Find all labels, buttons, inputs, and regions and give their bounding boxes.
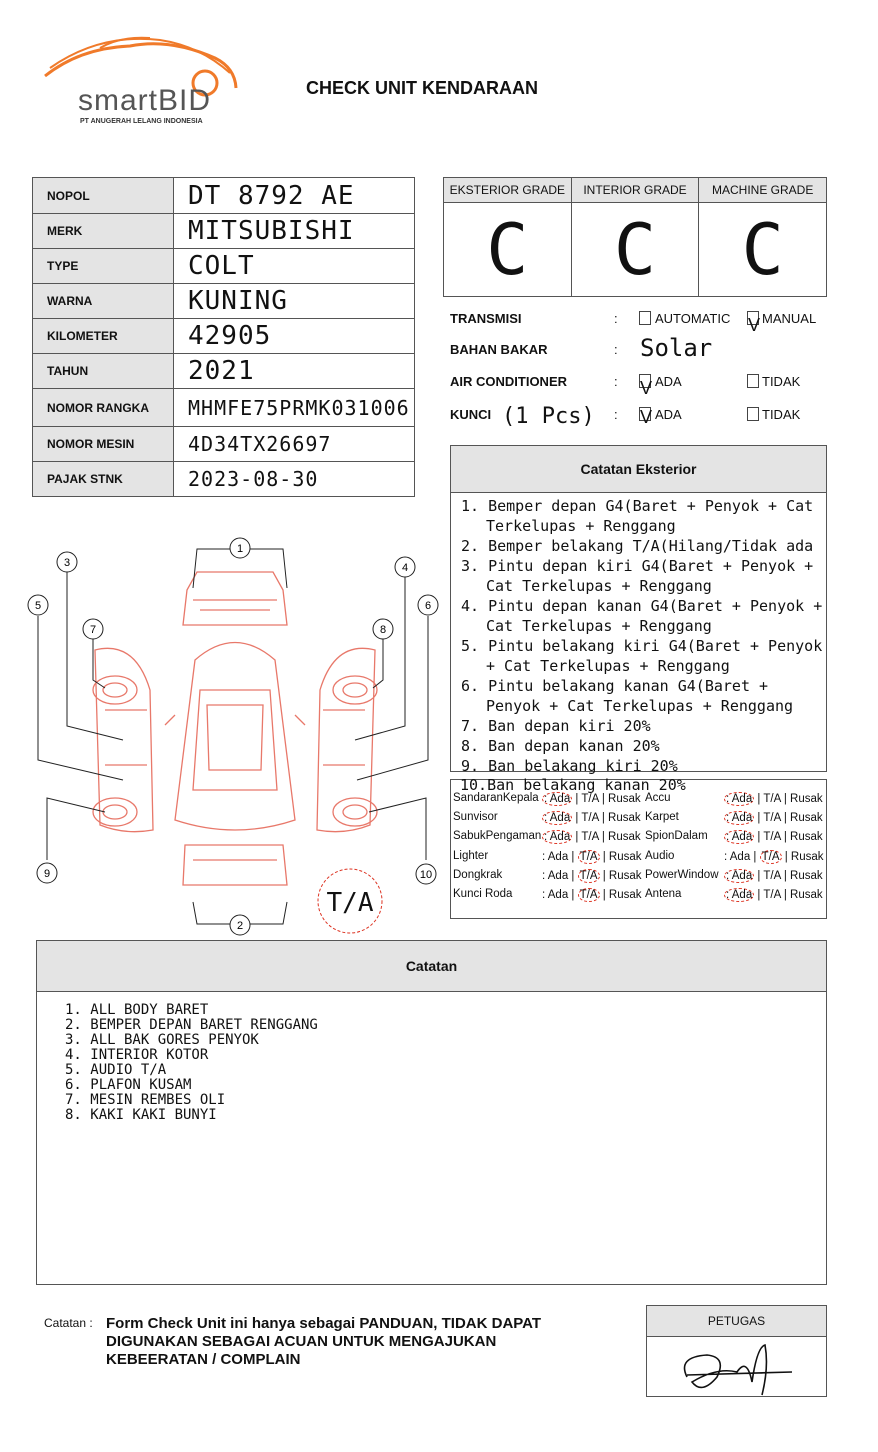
option-rusak[interactable]: Rusak [608, 831, 641, 843]
signature-icon [647, 1337, 826, 1397]
accessory-options [724, 869, 823, 883]
label: MERK [33, 214, 174, 249]
option-rusak[interactable]: Rusak [790, 870, 823, 882]
accessory-row [645, 811, 679, 823]
accessory-row [645, 850, 674, 862]
option-ta[interactable]: T/A [581, 812, 599, 824]
notes-title: Catatan [37, 941, 826, 992]
separator: | [572, 831, 582, 843]
accessory-options [724, 850, 824, 864]
option-ta[interactable]: T/A [581, 831, 599, 843]
logo-subtitle: PT ANUGERAH LELANG INDONESIA [80, 118, 203, 125]
list-item: 6. PLAFON KUSAM [65, 1077, 192, 1093]
accessory-row [645, 869, 719, 881]
ta-stamp: T/A [326, 888, 374, 918]
ac-label: AIR CONDITIONER [450, 374, 567, 389]
colon: : [614, 342, 618, 357]
accessory-name: PowerWindow [645, 869, 719, 881]
list-item: 1. Bemper depan G4(Baret + Penyok + Cat Terkelupas + Renggang [461, 497, 814, 535]
accessory-name: Antena [645, 888, 682, 900]
option-ta[interactable]: T/A [579, 870, 598, 882]
list-item: 2. BEMPER DEPAN BARET RENGGANG [65, 1017, 318, 1033]
separator: | [598, 793, 609, 805]
row-nopol [33, 178, 415, 214]
separator: | [599, 870, 609, 882]
option-ada[interactable]: : Ada [726, 889, 753, 901]
value: 42905 [174, 319, 415, 354]
row-nomor-mesin [33, 427, 415, 462]
option-rusak[interactable]: Rusak [790, 889, 823, 901]
checkbox-kunci-tidak[interactable] [747, 407, 759, 421]
option-ada: ADA [655, 407, 682, 422]
row-nomor-rangka [33, 389, 415, 427]
separator: | [781, 851, 791, 863]
list-item: 3. Pintu depan kiri G4(Baret + Penyok + Cat Terkelupas + Renggang [461, 557, 814, 595]
accessory-row [453, 792, 539, 804]
callout-3: 3 [63, 557, 71, 569]
callout-4: 4 [401, 562, 409, 574]
row-kilometer [33, 319, 415, 354]
value: DT 8792 AE [174, 178, 415, 214]
list-item: 1. ALL BODY BARET [65, 1002, 209, 1018]
option-rusak[interactable]: Rusak [608, 851, 642, 863]
accessory-row [453, 830, 541, 842]
list-item: 8. Ban depan kanan 20% [461, 737, 660, 755]
option-ta[interactable]: T/A [763, 870, 781, 882]
grade-interior [572, 178, 700, 296]
car-outline-icon [93, 572, 377, 885]
label: WARNA [33, 284, 174, 319]
option-rusak[interactable]: Rusak [608, 889, 642, 901]
separator: | [780, 870, 791, 882]
option-manual: MANUAL [762, 311, 817, 326]
separator: | [599, 851, 609, 863]
option-automatic: AUTOMATIC [655, 311, 731, 326]
accessory-name: Kunci Roda [453, 888, 513, 900]
accessory-name: SandaranKepala [453, 792, 539, 804]
option-ada[interactable]: : Ada [542, 851, 569, 863]
separator: | [568, 889, 578, 901]
separator: | [754, 812, 764, 824]
option-ada[interactable]: : Ada [542, 870, 569, 882]
check-mark-icon: V [640, 407, 653, 427]
row-tahun [33, 354, 415, 389]
separator: | [780, 889, 791, 901]
option-rusak[interactable]: Rusak [790, 812, 823, 824]
logo-text: smartBID [78, 84, 212, 117]
accessory-name: Dongkrak [453, 869, 503, 881]
option-ada[interactable]: : Ada [726, 870, 753, 882]
accessory-options [542, 811, 641, 825]
footer-label: Catatan : [44, 1316, 93, 1330]
separator: | [754, 831, 764, 843]
accessory-options [724, 888, 823, 902]
option-rusak[interactable]: Rusak [790, 831, 823, 843]
document-title: CHECK UNIT KENDARAAN [306, 78, 538, 98]
accessory-options [542, 830, 641, 844]
bahan-bakar-value: Solar [640, 334, 713, 362]
option-ada[interactable]: : Ada [726, 812, 753, 824]
separator: | [780, 831, 791, 843]
accessory-row [645, 888, 681, 900]
value: MHMFE75PRMK031006 [174, 389, 415, 427]
grade-label: EKSTERIOR GRADE [444, 178, 571, 203]
callout-markers [28, 538, 438, 935]
option-tidak: TIDAK [762, 374, 801, 389]
value: KUNING [174, 284, 415, 319]
row-pajak-stnk [33, 462, 415, 497]
option-ada: ADA [655, 374, 682, 389]
vehicle-identity-table [32, 177, 415, 497]
disclaimer-text: Form Check Unit ini hanya sebagai PANDUAN, TIDAK DAPAT DIGUNAKAN SEBAGAI ACUAN UNTUK MENGAJUKAN KEBEERATAN / COMPLAIN [106, 1315, 542, 1368]
list-item: 7. MESIN REMBES OLI [65, 1092, 226, 1108]
label: KILOMETER [33, 319, 174, 354]
row-merk [33, 214, 415, 249]
accessory-name: Audio [645, 850, 675, 862]
exterior-note-10: 10.Ban belakang kanan 20% [460, 776, 686, 794]
separator: | [754, 793, 764, 805]
accessory-options [542, 869, 642, 883]
accessory-name: SabukPengaman [453, 830, 542, 842]
option-ada[interactable]: : Ada [544, 793, 571, 805]
transmisi-label: TRANSMISI [450, 311, 522, 326]
label: NOPOL [33, 178, 174, 214]
list-item: 5. Pintu belakang kiri G4(Baret + Penyok + Cat Terkelupas + Renggang [461, 637, 823, 675]
separator: | [572, 793, 582, 805]
callout-6: 6 [424, 600, 432, 612]
callout-2: 2 [236, 920, 244, 932]
option-ada[interactable]: : Ada [726, 793, 753, 805]
separator: | [754, 889, 764, 901]
check-mark-icon: V [640, 378, 653, 398]
separator: | [598, 831, 609, 843]
accessory-options [542, 792, 641, 806]
accessory-name: Accu [645, 792, 671, 804]
accessory-row [453, 811, 498, 823]
grade-machine [699, 178, 826, 296]
list-item: 4. Pintu depan kanan G4(Baret + Penyok + Cat Terkelupas + Renggang [461, 597, 823, 635]
separator: | [750, 851, 760, 863]
separator: | [568, 870, 578, 882]
accessory-name: Sunvisor [453, 811, 498, 823]
grade-exterior [444, 178, 572, 296]
option-ta[interactable]: T/A [763, 812, 781, 824]
option-ta[interactable]: T/A [579, 889, 598, 901]
value: COLT [174, 249, 415, 284]
separator: | [572, 812, 582, 824]
option-rusak[interactable]: Rusak [790, 851, 824, 863]
colon: : [614, 407, 618, 422]
callout-10: 10 [419, 869, 433, 881]
option-ada[interactable]: : Ada [542, 889, 569, 901]
accessory-options [724, 811, 823, 825]
separator: | [780, 793, 791, 805]
list-item: 4. INTERIOR KOTOR [65, 1047, 209, 1063]
label: TAHUN [33, 354, 174, 389]
callout-5: 5 [34, 600, 42, 612]
option-ta[interactable]: T/A [763, 793, 781, 805]
accessory-row [453, 869, 502, 881]
accessory-row [453, 850, 488, 862]
option-rusak[interactable]: Rusak [608, 812, 641, 824]
grade-value: C [741, 208, 784, 291]
option-ta[interactable]: T/A [761, 851, 780, 863]
accessory-options [724, 830, 823, 844]
accessory-options [724, 792, 823, 806]
petugas-label: PETUGAS [647, 1306, 826, 1337]
value: MITSUBISHI [174, 214, 415, 249]
label: PAJAK STNK [33, 462, 174, 497]
option-ada[interactable]: : Ada [726, 831, 753, 843]
grade-value: C [486, 208, 529, 291]
callout-9: 9 [43, 868, 51, 880]
checkbox-ac-tidak[interactable] [747, 374, 759, 388]
grade-label: MACHINE GRADE [699, 178, 826, 203]
option-rusak[interactable]: Rusak [608, 870, 642, 882]
separator: | [568, 851, 578, 863]
value: 4D34TX26697 [174, 427, 415, 462]
checkbox-automatic[interactable] [639, 311, 651, 325]
accessory-name: Lighter [453, 850, 489, 862]
list-item: 8. KAKI KAKI BUNYI [65, 1107, 217, 1123]
callout-8: 8 [379, 624, 387, 636]
grade-table [443, 177, 827, 297]
exterior-notes-title: Catatan Eksterior [451, 446, 826, 493]
check-mark-icon: V [748, 315, 761, 335]
list-item: 3. ALL BAK GORES PENYOK [65, 1032, 259, 1048]
exterior-notes-panel [450, 445, 827, 775]
kunci-label: KUNCI [450, 407, 492, 422]
option-ta[interactable]: T/A [763, 831, 781, 843]
option-ta[interactable]: T/A [581, 793, 599, 805]
option-ada[interactable]: : Ada [724, 851, 751, 863]
colon: : [614, 374, 618, 389]
option-ada[interactable]: : Ada [544, 812, 571, 824]
colon: : [614, 311, 618, 326]
separator: | [754, 870, 764, 882]
accessory-name: Karpet [645, 811, 679, 823]
callout-1: 1 [236, 543, 244, 555]
accessory-row [645, 792, 671, 804]
separator: | [780, 812, 791, 824]
list-item: 6. Pintu belakang kanan G4(Baret + Penyok + Cat Terkelupas + Renggang [461, 677, 794, 715]
separator: | [598, 812, 609, 824]
callout-7: 7 [89, 624, 97, 636]
row-warna [33, 284, 415, 319]
option-ada[interactable]: : Ada [544, 831, 571, 843]
separator: | [599, 889, 609, 901]
option-ta[interactable]: T/A [579, 851, 598, 863]
bahan-bakar-label: BAHAN BAKAR [450, 342, 548, 357]
value: 2023-08-30 [174, 462, 415, 497]
option-tidak: TIDAK [762, 407, 801, 422]
officer-signature-box [646, 1305, 827, 1397]
grade-label: INTERIOR GRADE [572, 178, 699, 203]
label: NOMOR RANGKA [33, 389, 174, 427]
row-type [33, 249, 415, 284]
label: NOMOR MESIN [33, 427, 174, 462]
grade-value: C [613, 208, 657, 291]
accessory-row [645, 830, 708, 842]
accessory-options [542, 888, 642, 902]
list-item: 2. Bemper belakang T/A(Hilang/Tidak ada [461, 537, 814, 555]
exterior-notes-list [451, 496, 828, 776]
option-ta[interactable]: T/A [763, 889, 781, 901]
accessory-options [542, 850, 642, 864]
kunci-count: (1 Pcs) [502, 404, 595, 429]
option-rusak[interactable]: Rusak [608, 793, 641, 805]
notes-list [65, 1003, 318, 1123]
car-damage-diagram [25, 530, 445, 940]
list-item: 5. AUDIO T/A [65, 1062, 167, 1078]
accessory-row [453, 888, 512, 900]
company-logo [40, 28, 250, 128]
notes-panel [36, 940, 827, 1285]
callout-lines [38, 549, 428, 924]
value: 2021 [174, 354, 415, 389]
list-item: 7. Ban depan kiri 20% [461, 717, 651, 735]
option-rusak[interactable]: Rusak [790, 793, 823, 805]
label: TYPE [33, 249, 174, 284]
accessory-name: SpionDalam [645, 830, 708, 842]
list-item: 9. Ban belakang kiri 20% [461, 757, 678, 775]
